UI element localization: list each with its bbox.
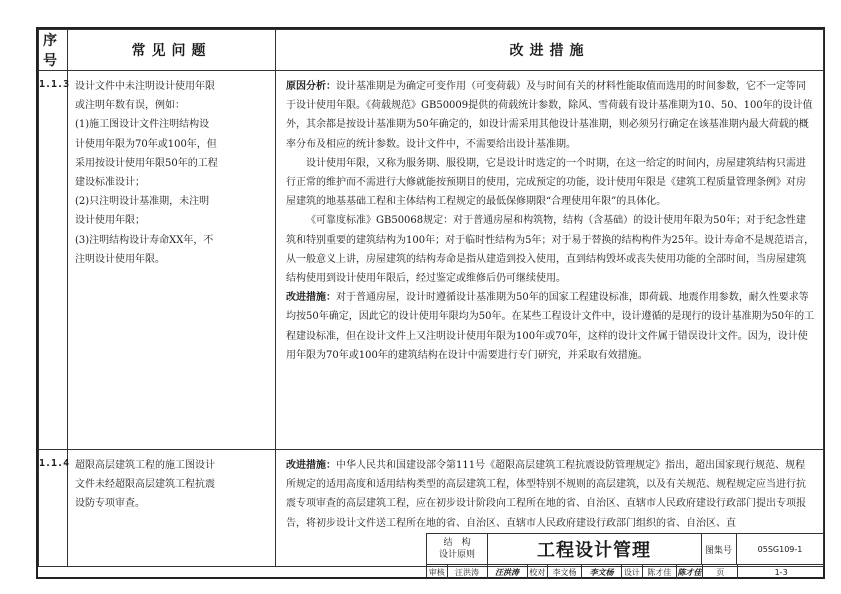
header-no: 序号 <box>39 30 68 71</box>
category-line2: 设计原则 <box>438 550 475 560</box>
question-line: 文件未经超限高层建筑工程抗震 <box>75 479 215 491</box>
check-label: 校对 <box>528 565 549 579</box>
measure-paragraph <box>286 288 815 365</box>
drawing-sheet <box>36 27 825 579</box>
question-line: 采用按设计使用年限50年的工程 <box>75 157 218 169</box>
question-line: 设防专项审查。 <box>75 498 145 510</box>
designer-name: 陈才佳 <box>643 565 677 579</box>
atlas-label: 图集号 <box>701 534 737 564</box>
table-header-row <box>39 30 824 71</box>
measure-paragraph <box>286 77 815 154</box>
atlas-number: 05SG109-1 <box>757 544 803 554</box>
header-measure: 改进措施 <box>276 30 824 71</box>
checker-signature: 李文杨 <box>582 565 622 579</box>
question-line: 或注明年数有误，例如： <box>75 100 185 112</box>
checker-name: 李文杨 <box>548 565 582 579</box>
designer-signature: 陈才佳 <box>677 565 703 579</box>
measure-cell <box>276 71 824 450</box>
paragraph-text: 设计使用年限，又称为服务期、服役期，它是设计时选定的一个时期，在这一给定的时间内，房屋建筑结构只需进行正常的维护而不需进行大修就能按预期目的使用，完成预定的功能，设计使用年限是《建筑工程质量管理条例》对房屋建筑的地基基础工程和主体结构工程规定的最低保修期限“合理使用年限”的具体化。 <box>286 157 806 208</box>
header-question: 常见问题 <box>68 30 276 71</box>
paragraph-text: 设计基准期是为确定可变作用（可变荷载）及与时间有关的材料性能取值而选用的时间参数，它不一定等同于设计使用年限。《荷载规范》GB50009提供的荷载统计参数，除风、雪荷载有设计基准期为10、50、100年的设计值外，其余都是按设计基准期为50年确定的，如设计需采用其他设计基准期，则必须另行确定在该基准期内最大荷载的概率分布及相应的统计参数。设计文件中，不需要给出设计基准期。 <box>286 81 813 150</box>
page-number: 1-3 <box>774 567 788 577</box>
reviewer-name: 汪洪涛 <box>448 565 488 579</box>
design-label: 设计 <box>622 565 643 579</box>
page-label: 页 <box>703 565 738 579</box>
row-number: 1.1.4 <box>39 450 68 567</box>
category-line1: 结 构 <box>443 538 471 548</box>
title-block <box>426 533 823 577</box>
question-line: 设计文件中未注明设计使用年限 <box>75 81 215 92</box>
signature-row <box>427 564 824 579</box>
paragraph-lead: 原因分析： <box>286 81 336 92</box>
paragraph-text: 中华人民共和国建设部令第111号《超限高层建筑工程抗震设防管理规定》指出，超出国家现行规范、规程所规定的适用高度和适用结构类型的高层建筑工程，体型特别不规则的高层建筑，以及有关规范、规程规定应当进行抗震专项审查的高层建筑工程，应在初步设计阶段向工程所在地的省、自治区、直辖市人民政府建设行政部门提出专项报告，将初步设计文件送工程所在地的省、自治区、直辖市人民政府建设行政部门组织的省、自治区、直 <box>286 460 806 529</box>
issues-table <box>38 29 824 567</box>
reviewer-signature: 汪洪涛 <box>488 565 528 579</box>
question-cell <box>68 450 276 567</box>
row-number: 1.1.3 <box>39 71 68 450</box>
measure-paragraph <box>286 154 815 212</box>
paragraph-text: 对于普通房屋，设计时遵循设计基准期为50年的国家工程建设标准，即荷载、地震作用参数，耐久性要求等均按50年确定，因此它的设计使用年限均为50年。在某些工程设计文件中，设计遵循的是现行的设计基准期为50年的工程建设标准，但在设计文件上又注明设计使用年限为100年或70年，这样的设计文件属于错误设计文件。因为，设计使用年限为70年或100年的建筑结构在设计中需要进行专门研究，并采取有效措施。 <box>286 292 815 361</box>
paragraph-lead: 改进措施： <box>286 292 336 304</box>
question-cell <box>68 71 276 450</box>
title-block-category <box>427 534 488 564</box>
paragraph-lead: 改进措施： <box>286 460 336 471</box>
measure-paragraph <box>286 211 815 288</box>
question-line: 设计使用年限； <box>75 215 145 227</box>
question-line: (3)注明结构设计寿命XX年，不 <box>75 234 214 246</box>
table-row <box>39 71 824 450</box>
question-line: 注明设计使用年限。 <box>75 253 165 265</box>
question-line: (2)只注明设计基准期，未注明 <box>75 196 210 208</box>
question-line: (1)施工图设计文件注明结构设 <box>75 119 210 131</box>
question-line: 计使用年限为70年或100年，但 <box>75 138 217 150</box>
question-line: 超限高层建筑工程的施工图设计 <box>75 460 215 471</box>
review-label: 审核 <box>427 565 448 579</box>
measure-paragraph <box>286 456 815 533</box>
paragraph-text: 《可靠度标准》GB50068规定：对于普通房屋和构筑物，结构（含基础）的设计使用年限为50年；对于纪念性建筑和特别重要的建筑结构为100年；对于临时性结构为5年；对于易于替换的结构构件为25年。设计寿命不是规范语言，从一般意义上讲，房屋建筑的结构寿命是指从建造到投入使用，直到结构毁坏或丧失使用功能的全部时间，当房屋建筑结构使用到设计使用年限后，经过鉴定或维修后仍可继续使用。 <box>286 215 815 285</box>
drawing-title: 工程设计管理 <box>487 534 702 564</box>
question-line: 建设标准设计； <box>75 177 145 189</box>
